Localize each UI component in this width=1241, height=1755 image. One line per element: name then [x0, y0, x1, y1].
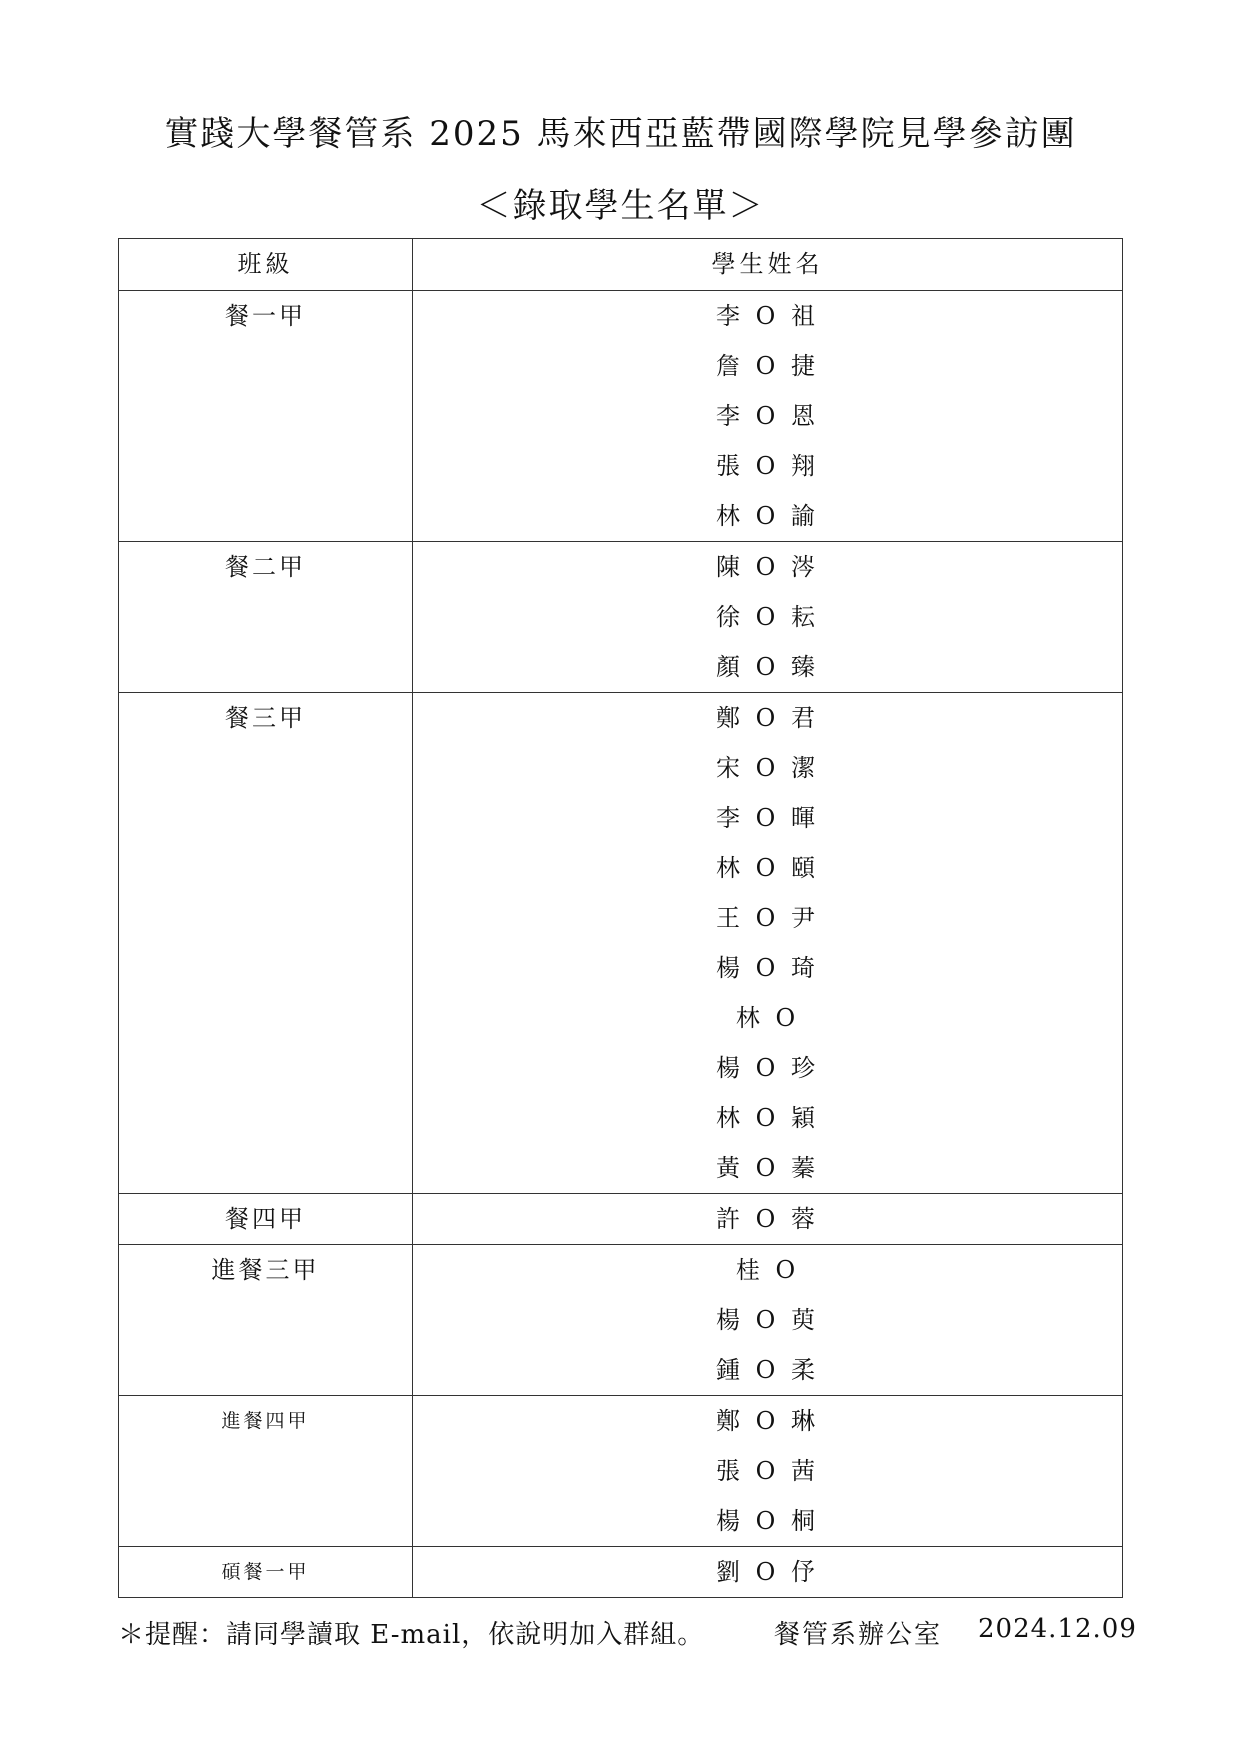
class-group-row	[119, 1194, 1123, 1245]
student-name: 李 O 暉	[716, 804, 819, 832]
student-name: 許 O 蓉	[716, 1205, 819, 1233]
student-name: 黃 O 蓁	[716, 1154, 819, 1182]
student-name: 張 O 翔	[716, 452, 819, 480]
footer	[118, 1614, 1137, 1651]
student-name: 李 O 恩	[716, 402, 819, 430]
student-name: 林 O 頤	[716, 854, 819, 882]
student-name: 林 O	[735, 1004, 800, 1032]
student-name: 張 O 茜	[716, 1457, 819, 1485]
class-group-row	[119, 1245, 1123, 1396]
class-group-row	[119, 291, 1123, 542]
student-name: 徐 O 耘	[716, 603, 819, 631]
student-name: 楊 O 珍	[716, 1054, 819, 1082]
class-group-row	[119, 1547, 1123, 1598]
class-label: 餐四甲	[225, 1205, 306, 1233]
class-group-row	[119, 542, 1123, 693]
class-column-header: 班級	[119, 239, 413, 291]
student-name: 林 O 穎	[716, 1104, 819, 1132]
document-title: 實踐大學餐管系 2025 馬來西亞藍帶國際學院見學參訪團	[164, 114, 1077, 154]
document-subtitle: ＜錄取學生名單＞	[476, 186, 765, 226]
student-name: 劉 O 伃	[716, 1558, 819, 1586]
class-label: 進餐三甲	[211, 1256, 320, 1284]
student-name: 顏 O 臻	[716, 653, 819, 681]
student-name: 鄭 O 君	[716, 704, 819, 732]
reminder-note: ＊提醒：請同學讀取 E-mail，依說明加入群組。	[118, 1620, 705, 1650]
office-name: 餐管系辦公室	[774, 1620, 943, 1650]
student-name: 李 O 祖	[716, 302, 819, 330]
student-name: 桂 O	[735, 1256, 800, 1284]
class-label: 餐三甲	[225, 704, 306, 732]
class-label: 碩餐一甲	[221, 1561, 310, 1583]
student-name: 陳 O 涔	[716, 553, 819, 581]
class-group-row	[119, 693, 1123, 1194]
student-name: 林 O 諭	[716, 502, 819, 530]
admitted-students-table	[118, 238, 1123, 1598]
class-label: 餐一甲	[225, 302, 306, 330]
student-name: 詹 O 捷	[716, 352, 819, 380]
student-name: 楊 O 琦	[716, 954, 819, 982]
student-name: 宋 O 潔	[716, 754, 819, 782]
class-label: 餐二甲	[225, 553, 306, 581]
class-label: 進餐四甲	[221, 1410, 310, 1432]
student-name: 楊 O 桐	[716, 1507, 819, 1535]
student-name: 王 O 尹	[716, 904, 819, 932]
class-group-row	[119, 1396, 1123, 1547]
names-column-header: 學生姓名	[413, 239, 1123, 291]
document-date: 2024.12.09	[978, 1614, 1137, 1644]
student-name: 鄭 O 琳	[716, 1407, 819, 1435]
student-name: 楊 O 萸	[716, 1306, 819, 1334]
table-header-row	[119, 239, 1123, 291]
student-name: 鍾 O 柔	[716, 1356, 819, 1384]
